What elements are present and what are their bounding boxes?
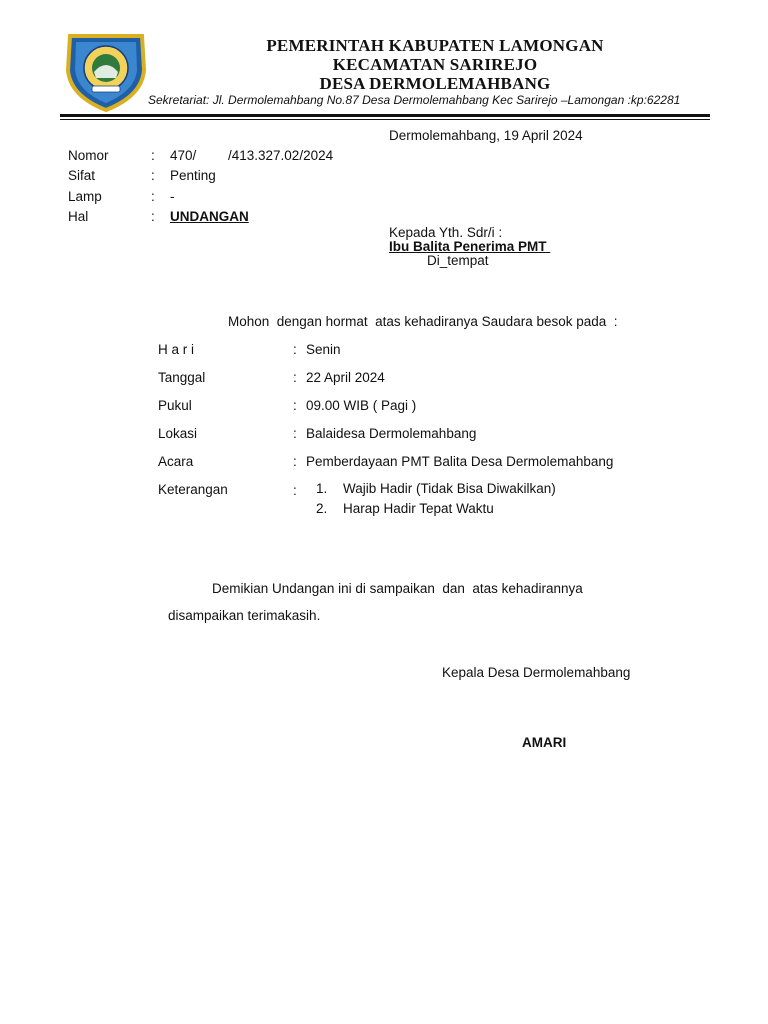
acara-colon: :: [293, 454, 297, 469]
recipient-name: Ibu Balita Penerima PMT: [389, 239, 551, 254]
letterhead-rule-thick: [60, 114, 710, 117]
keterangan-label: Keterangan: [158, 482, 228, 497]
pukul-colon: :: [293, 398, 297, 413]
lokasi-colon: :: [293, 426, 297, 441]
sifat-label: Sifat: [68, 168, 96, 183]
closing-line-1: Demikian Undangan ini di sampaikan dan atas kehadirannya: [212, 581, 583, 596]
nomor-value-prefix: 470/: [170, 148, 197, 163]
lamp-colon: :: [151, 189, 155, 204]
nomor-label: Nomor: [68, 148, 109, 163]
lamp-value: -: [170, 189, 175, 204]
closing-line-2: disampaikan terimakasih.: [168, 608, 321, 623]
hal-label: Hal: [68, 209, 89, 224]
hal-value: UNDANGAN: [170, 209, 249, 224]
keterangan-item-text: Harap Hadir Tepat Waktu: [343, 501, 494, 516]
signature-name: AMARI: [522, 735, 567, 750]
tanggal-value: 22 April 2024: [306, 370, 385, 385]
signature-title: Kepala Desa Dermolemahbang: [442, 665, 631, 680]
keterangan-item-number: 1.: [316, 481, 328, 496]
tanggal-label: Tanggal: [158, 370, 206, 385]
recipient-greeting: Kepada Yth. Sdr/i :: [389, 225, 503, 240]
lamp-label: Lamp: [68, 189, 102, 204]
sifat-colon: :: [151, 168, 155, 183]
hari-value: Senin: [306, 342, 341, 357]
sifat-value: Penting: [170, 168, 216, 183]
hari-colon: :: [293, 342, 297, 357]
keterangan-item-number: 2.: [316, 501, 328, 516]
lokasi-value: Balaidesa Dermolemahbang: [306, 426, 477, 441]
lokasi-label: Lokasi: [158, 426, 198, 441]
letterhead-line-1: PEMERINTAH KABUPATEN LAMONGAN: [266, 36, 604, 55]
letterhead-address: Sekretariat: Jl. Dermolemahbang No.87 Desa Dermolemahbang Kec Sarirejo –Lamongan :kp:62281: [148, 93, 681, 107]
acara-label: Acara: [158, 454, 194, 469]
intro-paragraph: Mohon dengan hormat atas kehadiranya Saudara besok pada :: [228, 314, 618, 329]
tanggal-colon: :: [293, 370, 297, 385]
acara-value: Pemberdayaan PMT Balita Desa Dermolemahbang: [306, 454, 614, 469]
letterhead-line-3: DESA DERMOLEMAHBANG: [319, 74, 551, 93]
letter-date: Dermolemahbang, 19 April 2024: [389, 128, 583, 143]
recipient-place: Di_tempat: [427, 253, 489, 268]
pukul-value: 09.00 WIB ( Pagi ): [306, 398, 417, 413]
keterangan-item-text: Wajib Hadir (Tidak Bisa Diwakilkan): [343, 481, 556, 496]
keterangan-colon: :: [293, 483, 297, 498]
nomor-colon: :: [151, 148, 155, 163]
hal-colon: :: [151, 209, 155, 224]
nomor-value-suffix: /413.327.02/2024: [228, 148, 334, 163]
hari-label: H a r i: [158, 342, 195, 357]
letterhead-line-2: KECAMATAN SARIREJO: [332, 55, 538, 74]
pukul-label: Pukul: [158, 398, 192, 413]
letterhead-rule-thin: [60, 119, 710, 120]
